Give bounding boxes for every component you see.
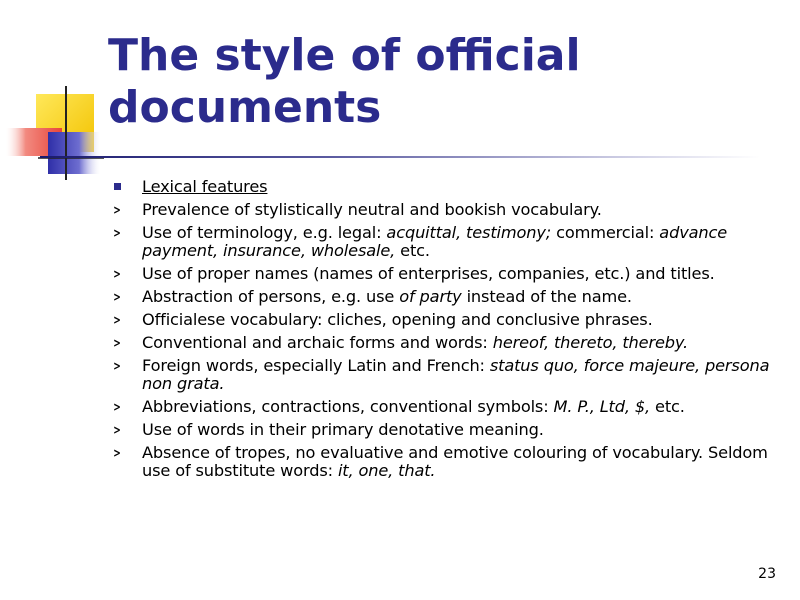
list-item <box>110 421 780 439</box>
arrow-bullet-icon: > <box>113 336 121 350</box>
item-text: Conventional and archaic forms and words: <box>142 333 493 352</box>
list-item <box>110 444 780 480</box>
page-number: 23 <box>758 566 776 582</box>
decorative-logo <box>0 0 110 190</box>
item-text: etc. <box>395 241 430 260</box>
item-text: Foreign words, especially Latin and French: <box>142 356 490 375</box>
item-text: Abbreviations, contractions, conventional symbols: <box>142 397 554 416</box>
arrow-bullet-icon: > <box>113 446 121 460</box>
square-bullet-icon <box>110 178 124 196</box>
item-text: commercial: <box>551 223 660 242</box>
arrow-bullet-icon: > <box>113 203 121 217</box>
item-example: status quo, force majeure, persona non grata. <box>142 356 770 393</box>
item-text: Use of words in their primary denotative meaning. <box>142 420 544 439</box>
bullet-list <box>110 178 780 485</box>
item-text: Use of terminology, e.g. legal: <box>142 223 387 242</box>
list-item <box>110 288 780 306</box>
item-text: instead of the name. <box>461 287 632 306</box>
title-divider <box>40 156 760 158</box>
list-item <box>110 201 780 219</box>
arrow-bullet-icon: > <box>113 267 121 281</box>
item-text: Absence of tropes, no evaluative and emotive colouring of vocabulary. Seldom use of substitute words: <box>142 443 768 480</box>
item-example: of party <box>399 287 462 306</box>
item-example: acquittal, testimony; <box>386 223 552 242</box>
arrow-bullet-icon: > <box>113 423 121 437</box>
list-item <box>110 398 780 416</box>
arrow-bullet-icon: > <box>113 359 121 373</box>
item-text: Prevalence of stylistically neutral and bookish vocabulary. <box>142 200 602 219</box>
item-text: Use of proper names (names of enterprises, companies, etc.) and titles. <box>142 264 715 283</box>
arrow-bullet-icon: > <box>113 290 121 304</box>
item-example: M. P., Ltd, $, <box>553 397 651 416</box>
arrow-bullet-icon: > <box>113 400 121 414</box>
arrow-bullet-icon: > <box>113 313 121 327</box>
item-example: it, one, that. <box>337 461 436 480</box>
item-text: etc. <box>650 397 685 416</box>
list-item <box>110 357 780 393</box>
list-heading <box>110 178 780 196</box>
list-item <box>110 224 780 260</box>
list-item <box>110 311 780 329</box>
item-text: Abstraction of persons, e.g. use <box>142 287 400 306</box>
slide-title: The style of official documents <box>108 30 581 133</box>
item-text: Officialese vocabulary: cliches, opening and conclusive phrases. <box>142 310 653 329</box>
section-heading: Lexical features <box>142 177 268 196</box>
list-item <box>110 265 780 283</box>
item-example: hereof, thereto, thereby. <box>492 333 689 352</box>
arrow-bullet-icon: > <box>113 226 121 240</box>
item-example: advance payment, insurance, wholesale, <box>142 223 728 260</box>
list-item <box>110 334 780 352</box>
